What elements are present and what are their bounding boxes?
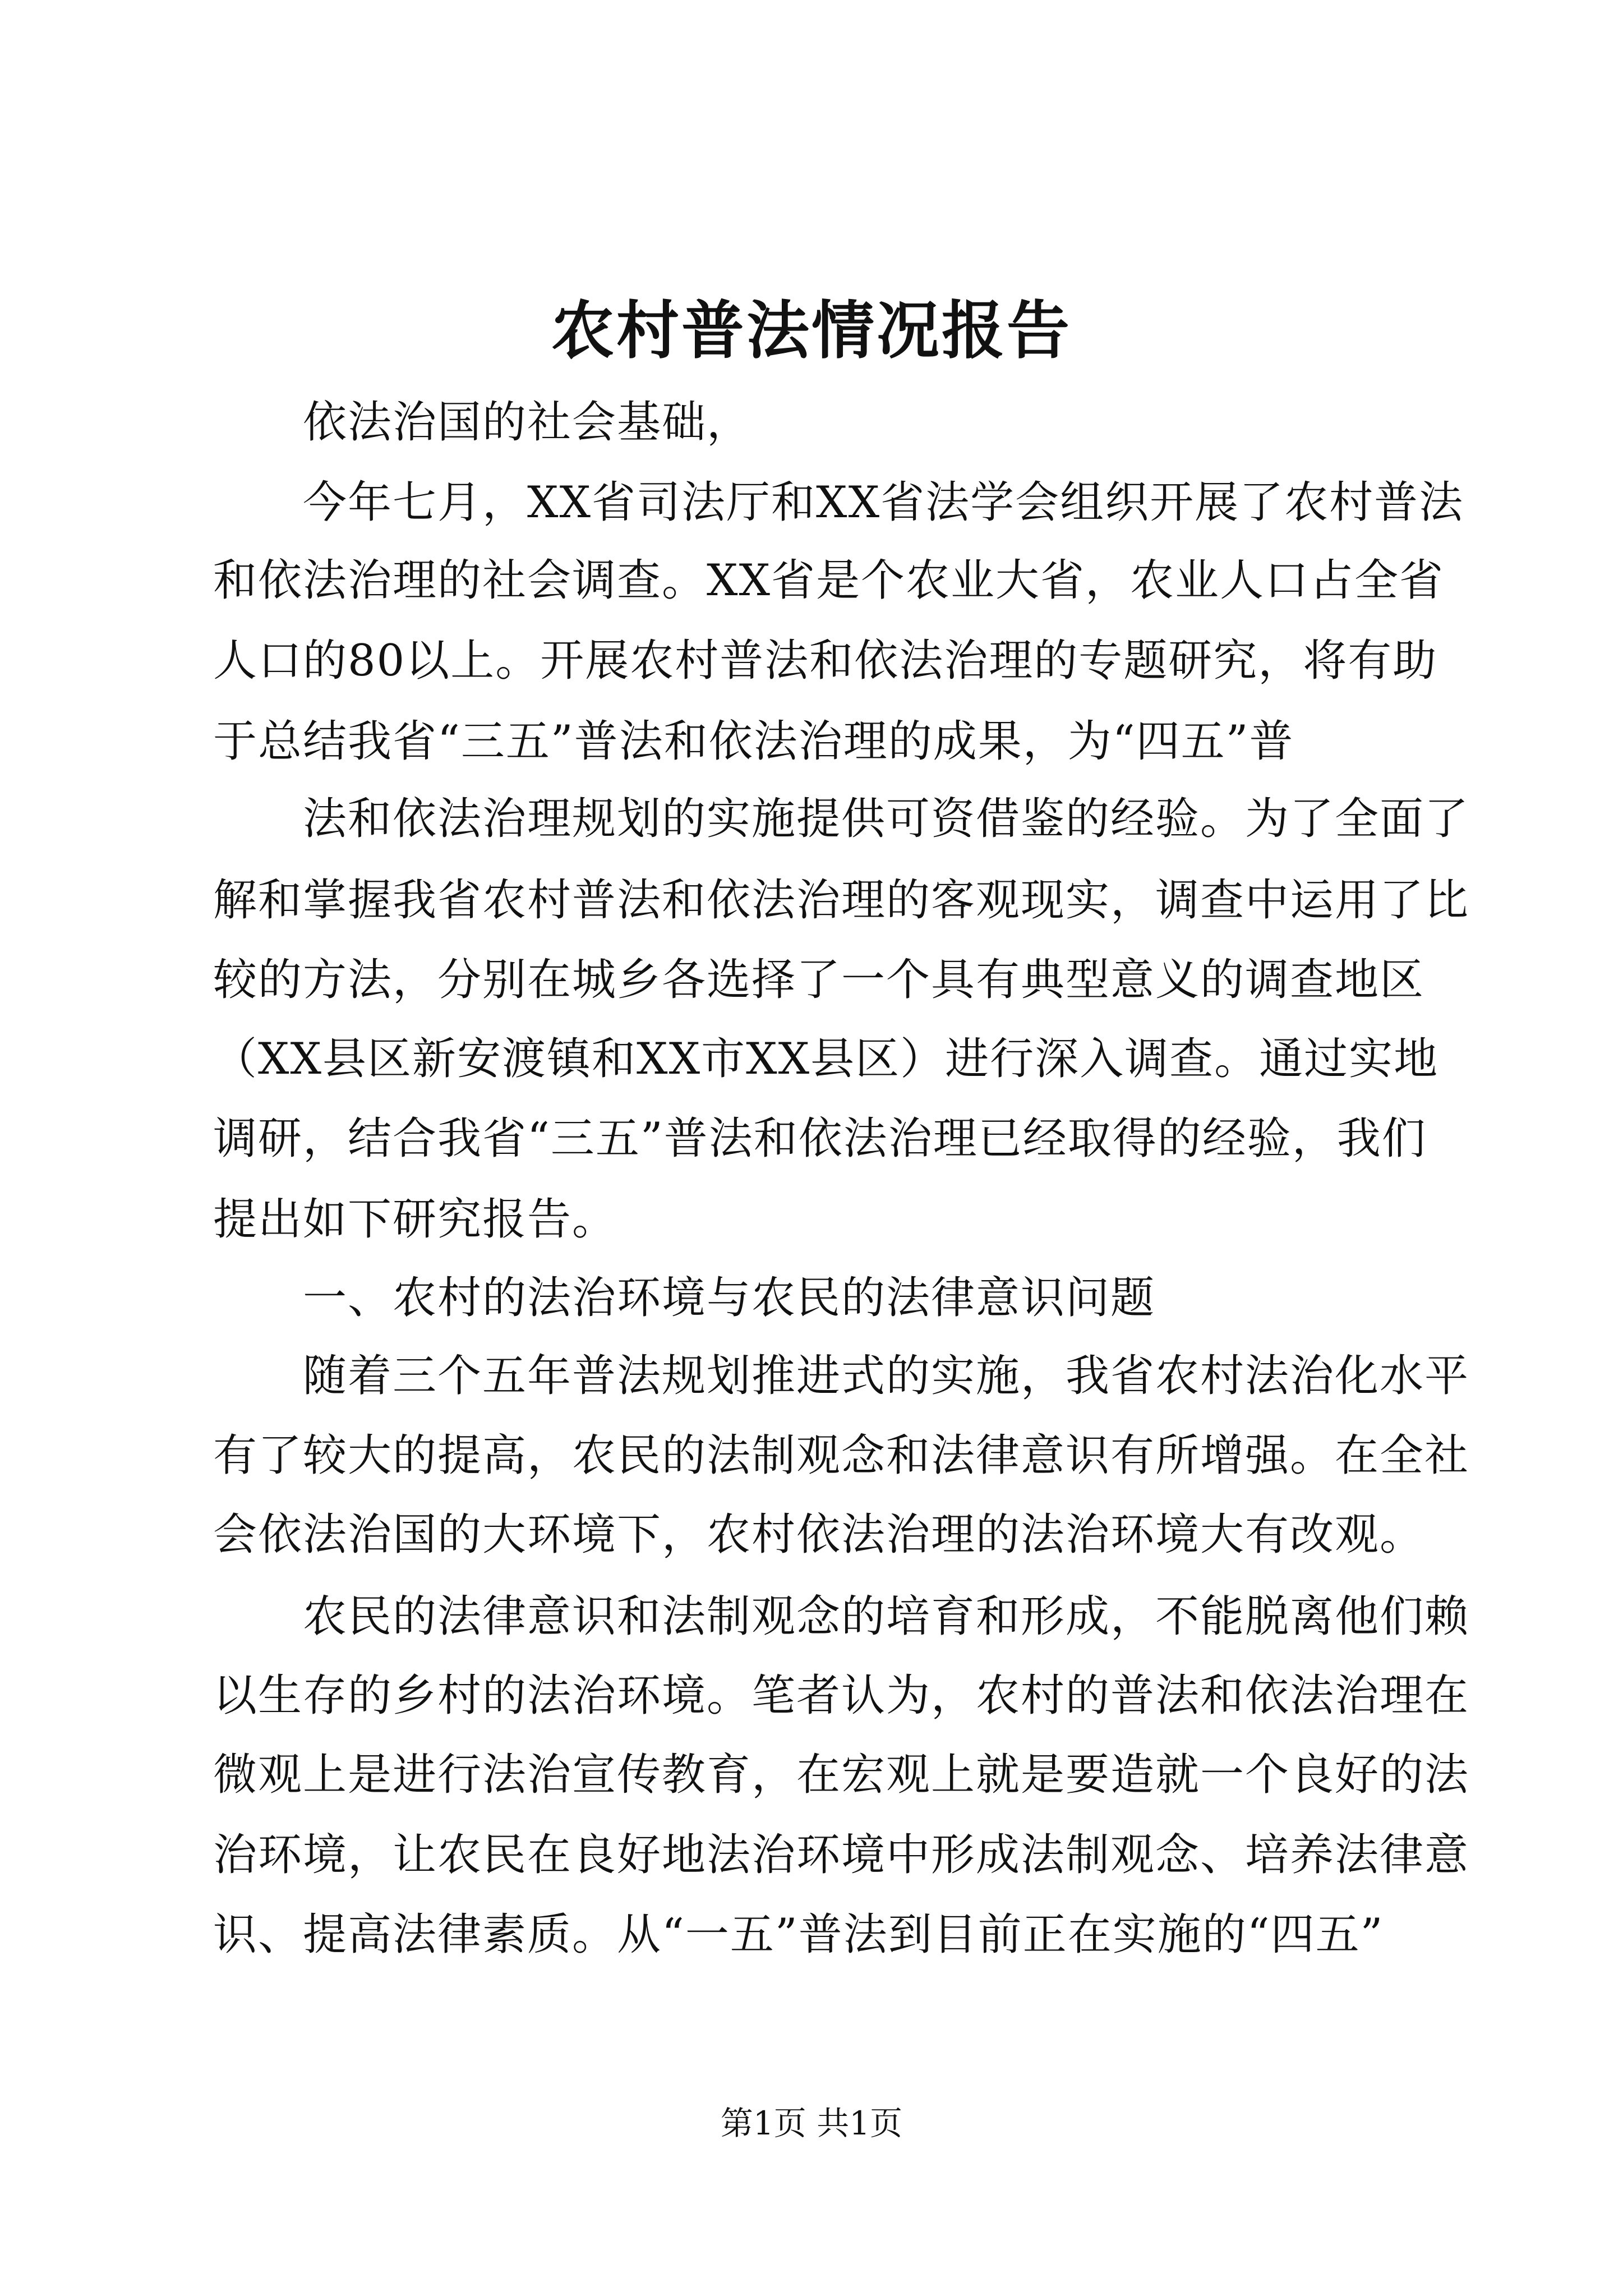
body-line: 和依法治理的社会调查。XX省是个农业大省，农业人口占全省: [213, 555, 1445, 606]
body-line: 提出如下研究报告。: [213, 1194, 617, 1245]
body-line: 依法治国的社会基础，: [303, 397, 752, 448]
body-line: 法和依法治理规划的实施提供可资借鉴的经验。为了全面了: [303, 794, 1470, 844]
body-line: 今年七月，XX省司法厅和XX省法学会组织开展了农村普法: [303, 477, 1464, 528]
body-line: 识、提高法律素质。从“一五”普法到目前正在实施的“四五”: [213, 1910, 1384, 1960]
body-line: 会依法治国的大环境下，农村依法治理的法治环境大有改观。: [213, 1510, 1425, 1560]
body-line: 调研，结合我省“三五”普法和依法治理已经取得的经验，我们: [213, 1114, 1427, 1164]
body-line: 微观上是进行法治宣传教育，在宏观上就是要造就一个良好的法: [213, 1750, 1470, 1800]
page-number: 第1页 共1页: [720, 2104, 903, 2142]
body-line: 农民的法律意识和法制观念的培育和形成，不能脱离他们赖: [303, 1591, 1470, 1642]
page-title: 农村普法情况报告: [551, 294, 1072, 367]
body-line: 以生存的乡村的法治环境。笔者认为，农村的普法和依法治理在: [213, 1671, 1470, 1721]
body-line: 治环境，让农民在良好地法治环境中形成法制观念、培养法律意: [213, 1830, 1470, 1880]
body-line: （XX县区新安渡镇和XX市XX县区）进行深入调查。通过实地: [213, 1034, 1439, 1084]
body-line: 较的方法，分别在城乡各选择了一个具有典型意义的调查地区: [213, 955, 1425, 1005]
section-heading: 一、农村的法治环境与农民的法律意识问题: [303, 1273, 1156, 1323]
body-line: 有了较大的提高，农民的法制观念和法律意识有所增强。在全社: [213, 1430, 1470, 1481]
body-line: 解和掌握我省农村普法和依法治理的客观现实，调查中运用了比: [213, 875, 1470, 926]
body-line: 于总结我省“三五”普法和依法治理的成果，为“四五”普: [213, 716, 1294, 767]
body-line: 人口的80以上。开展农村普法和依法治理的专题研究，将有助: [213, 636, 1438, 686]
body-line: 随着三个五年普法规划推进式的实施，我省农村法治化水平: [303, 1351, 1470, 1401]
